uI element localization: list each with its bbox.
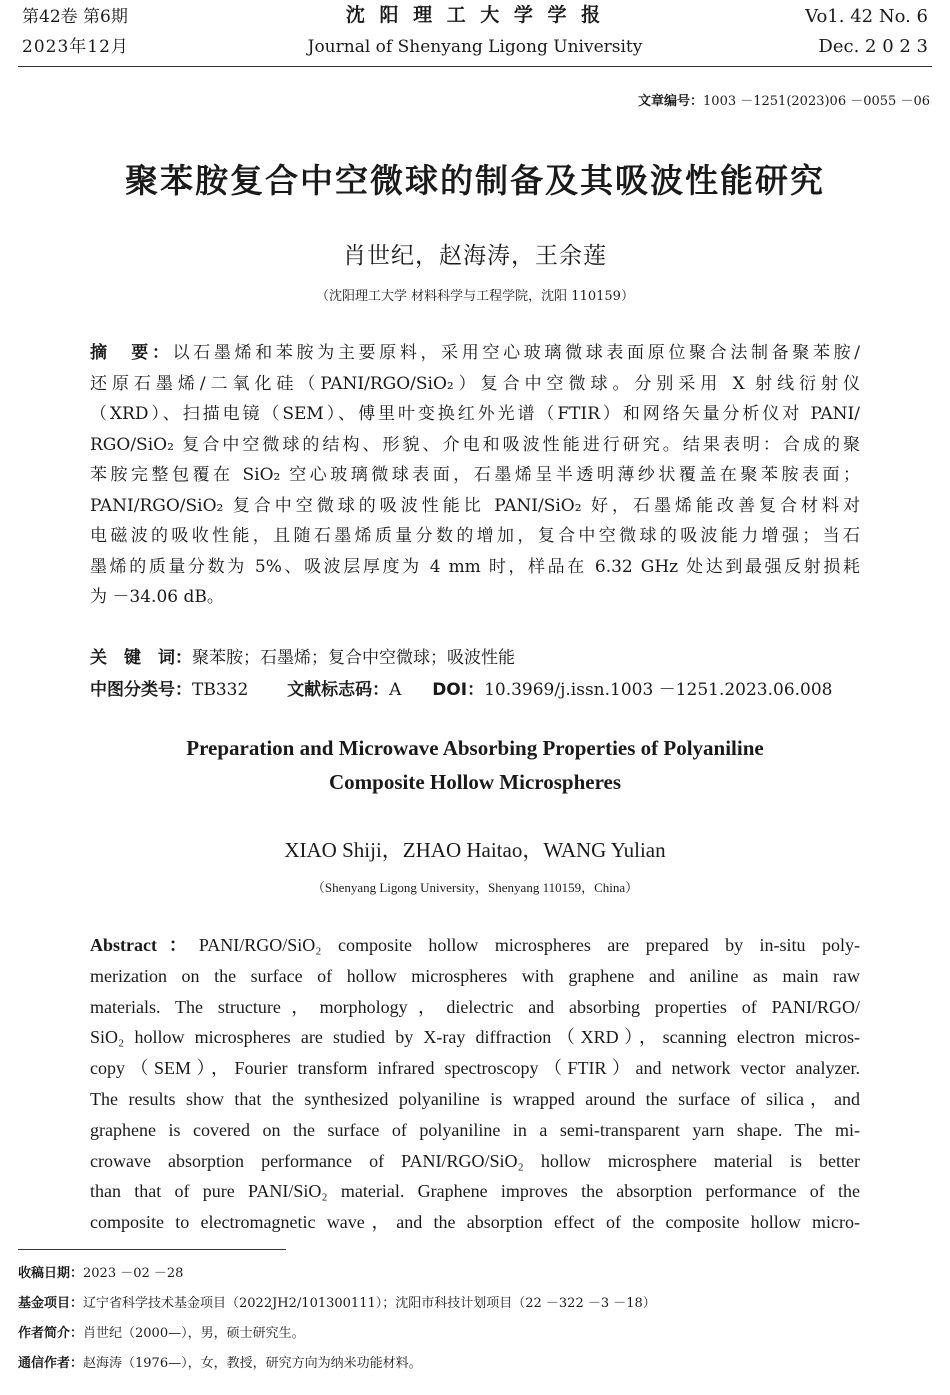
keywords-cn-label: 关 键 词： xyxy=(90,648,192,668)
journal-name-cn: 沈 阳 理 工 大 学 学 报 xyxy=(345,4,605,26)
footnote-rule xyxy=(18,1249,286,1250)
issue-date: 2023年12月 xyxy=(22,37,129,57)
footnote-author-bio: 作者简介：肖世纪（2000—），男，硕士研究生。 xyxy=(18,1326,305,1341)
abstract-cn-label: 摘 要： xyxy=(90,343,173,363)
footnote-corresponding: 通信作者：赵海涛（1976—），女，教授，研究方向为纳米功能材料。 xyxy=(18,1356,422,1371)
title-en-line1: Preparation and Microwave Absorbing Properties of Polyaniline xyxy=(186,736,764,760)
keywords-cn xyxy=(90,643,515,668)
article-number-label: 文章编号： xyxy=(638,94,704,109)
doi[interactable]: 10.3969/j.issn.1003 －1251.2023.06.008 xyxy=(484,680,833,700)
abstract-en: Abstract：PANI/RGO/SiO₂ composite hollow microspheres are prepared by in-situ poly- merization on the surface of hollow microspheres with graphene and aniline as main raw materials. The structure，morphology，dielectric and absorbing properties of PANI/RGO/ SiO₂ hollow microspheres are studied by X-ray diffraction（XRD），scanning electron micros- copy（SEM），Fourier transform infrared spectroscopy（FTIR）and network vector analyzer. The results show that the synthesized polyaniline is wrapped around the surface of silica，and graphene is covered on the surface of polyaniline in a semi-transparent yarn shape. The mi- crowave absorption performance of PANI/RGO/SiO₂ hollow microsphere material is better than that of pure PANI/SiO₂ material. Graphene improves the absorption performance of the composite to electromagnetic wave，and the absorption effect of the composite hollow micro- xyxy=(90,935,861,1233)
clc-number: TB332 xyxy=(192,680,249,700)
abstract-en-label: Abstract： xyxy=(90,935,199,955)
document-code: A xyxy=(389,680,402,700)
abstract-cn: 摘 要：以石墨烯和苯胺为主要原料，采用空心玻璃微球表面原位聚合法制备聚苯胺/ 还原石墨烯/二氧化硅（PANI/RGO/SiO₂）复合中空微球。分别采用 X 射线衍射仪 （XRD）、扫描电镜（SEM）、傅里叶变换红外光谱（FTIR）和网络矢量分析仪对 PANI/ RGO/SiO₂ 复合中空微球的结构、形貌、介电和吸波性能进行研究。结果表明：合成的聚 苯胺完整包覆在 SiO₂ 空心玻璃微球表面，石墨烯呈半透明薄纱状覆盖在聚苯胺表面； PANI/RGO/SiO₂ 复合中空微球的吸波性能比 PANI/SiO₂ 好，石墨烯能改善复合材料对 电磁波的吸收性能，且随石墨烯质量分数的增加，复合中空微球的吸波能力增强；当石 墨烯的质量分数为 5%、吸波层厚度为 4 mm 时，样品在 6.32 GHz 处达到最强反射损耗 为 －34.06 dB。 xyxy=(90,343,860,607)
volume-issue: 第42卷 第6期 xyxy=(22,7,128,27)
title-en-line2: Composite Hollow Microspheres xyxy=(328,770,622,794)
affiliation-cn: （沈阳理工大学 材料科学与工程学院，沈阳 110159） xyxy=(316,289,634,304)
affiliation-en: （Shenyang Ligong University，Shenyang 110159，China） xyxy=(311,880,639,895)
date-en: Dec. 2 0 2 3 xyxy=(818,36,928,57)
title-cn: 聚苯胺复合中空微球的制备及其吸波性能研究 xyxy=(125,161,825,200)
volume-number-en: Vo1. 42 No. 6 xyxy=(805,6,928,27)
footnote-funding: 基金项目：辽宁省科学技术基金项目（2022JH2/101300111）；沈阳市科技计划项目（22 －322 －3 －18） xyxy=(18,1296,656,1311)
authors-en: XIAO Shiji，ZHAO Haitao，WANG Yulian xyxy=(284,838,666,862)
article-number xyxy=(638,90,930,109)
authors-cn: 肖世纪，赵海涛，王余莲 xyxy=(343,243,607,269)
header-rule xyxy=(18,66,932,67)
keywords-cn-value: 聚苯胺；石墨烯；复合中空微球；吸波性能 xyxy=(192,648,515,668)
classification-line: 中图分类号：TB332 文献标志码：A DOI：10.3969/j.issn.1003 －1251.2023.06.008 xyxy=(90,680,833,700)
footnote-received: 收稿日期：2023 －02 －28 xyxy=(18,1266,184,1281)
article-number-value: 1003 －1251(2023)06 －0055 －06 xyxy=(703,94,930,109)
journal-name-en: Journal of Shenyang Ligong University xyxy=(307,37,643,57)
